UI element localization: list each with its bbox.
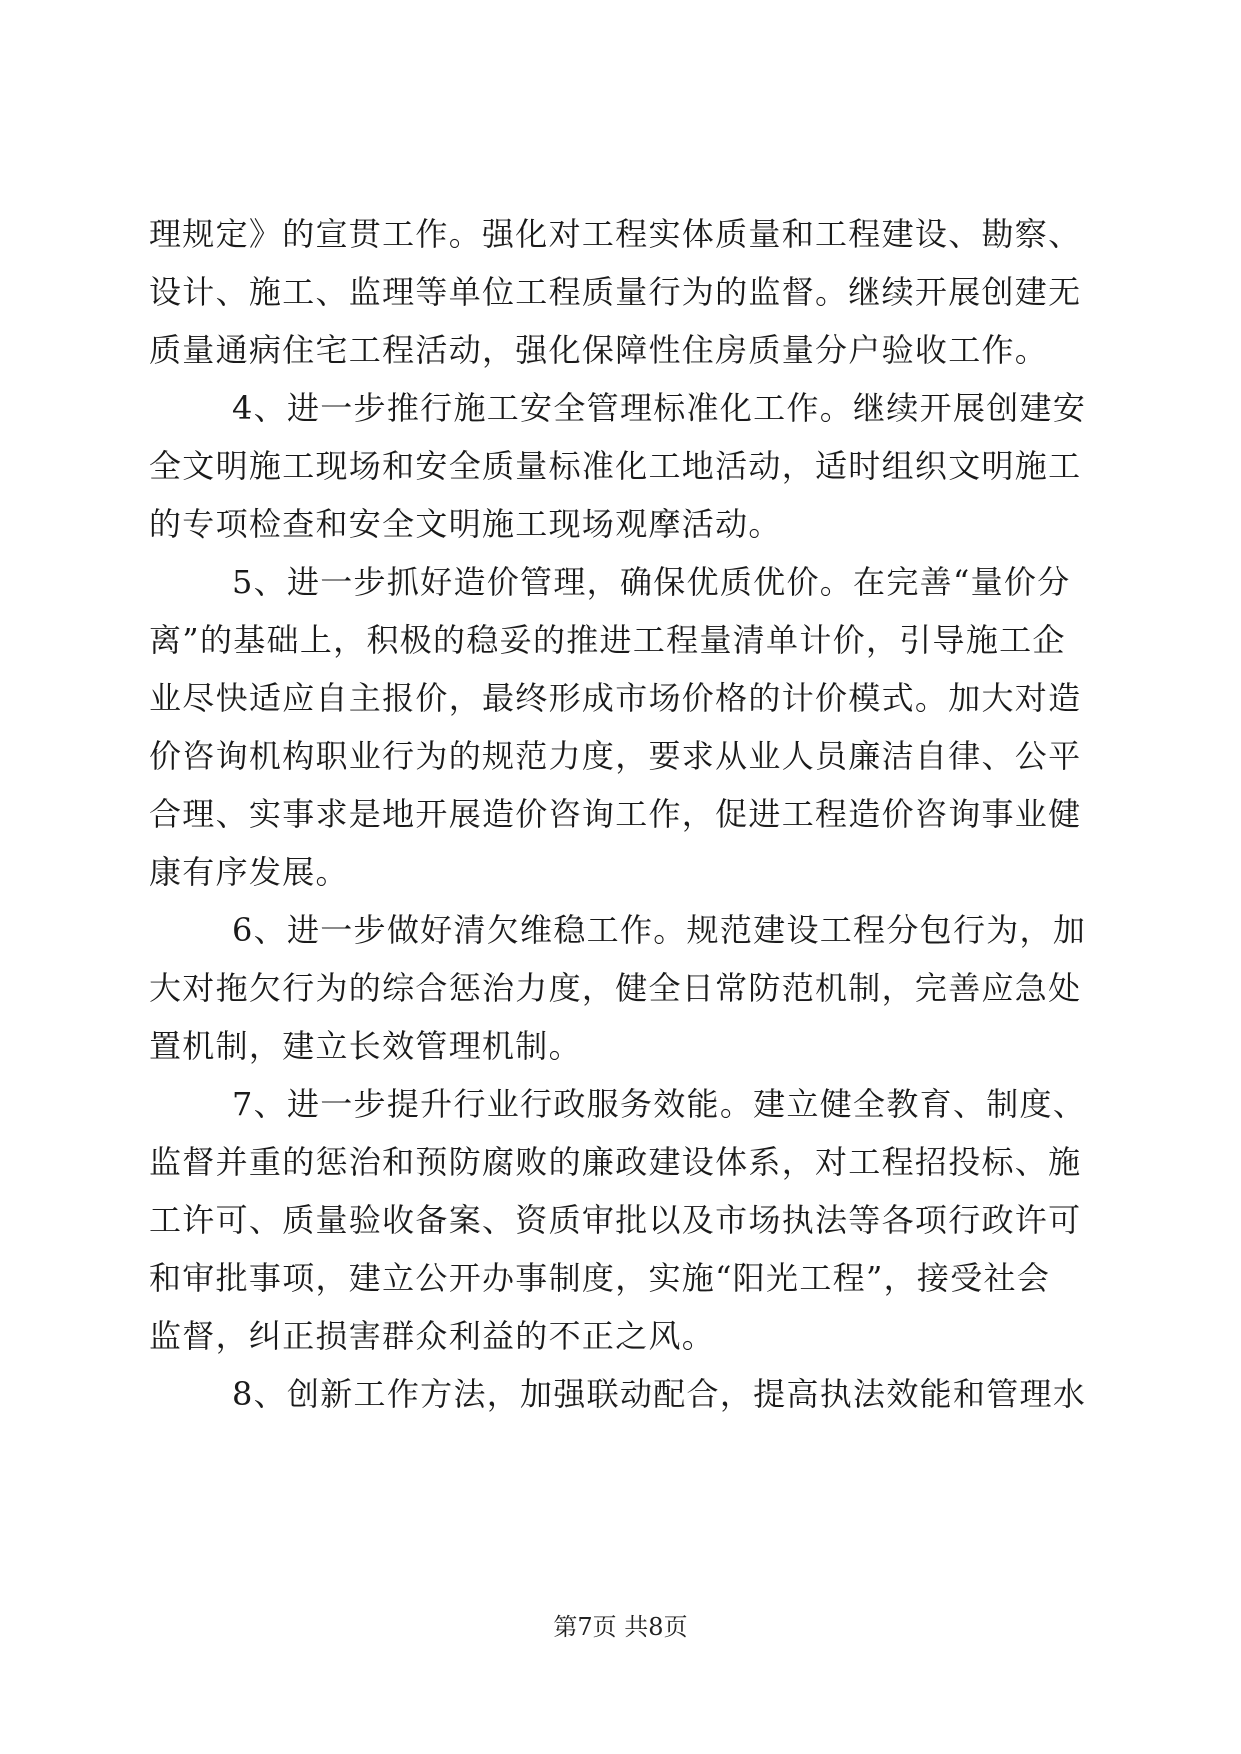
text-line: 质量通病住宅工程活动，强化保障性住房质量分户验收工作。 bbox=[149, 331, 1049, 369]
text-line: 和审批事项，建立公开办事制度，实施“阳光工程”，接受社会 bbox=[149, 1259, 1051, 1297]
text-line: 监督，纠正损害群众利益的不正之风。 bbox=[149, 1317, 716, 1355]
text-line: 5、进一步抓好造价管理，确保优质优价。在完善“量价分 bbox=[232, 563, 1071, 601]
text-line: 4、进一步推行施工安全管理标准化工作。继续开展创建安 bbox=[232, 389, 1087, 427]
text-line: 的专项检查和安全文明施工现场观摩活动。 bbox=[149, 505, 782, 543]
text-line: 合理、实事求是地开展造价咨询工作，促进工程造价咨询事业健 bbox=[149, 795, 1082, 833]
text-line: 离”的基础上，积极的稳妥的推进工程量清单计价，引导施工企 bbox=[149, 621, 1066, 659]
text-line: 业尽快适应自主报价，最终形成市场价格的计价模式。加大对造 bbox=[149, 679, 1082, 717]
text-line: 价咨询机构职业行为的规范力度，要求从业人员廉洁自律、公平 bbox=[149, 737, 1082, 775]
text-line: 大对拖欠行为的综合惩治力度，健全日常防范机制，完善应急处 bbox=[149, 969, 1082, 1007]
text-line: 7、进一步提升行业行政服务效能。建立健全教育、制度、 bbox=[232, 1085, 1087, 1123]
text-line: 置机制，建立长效管理机制。 bbox=[149, 1027, 582, 1065]
page-number-footer: 第7页 共8页 bbox=[553, 1613, 688, 1641]
text-line: 6、进一步做好清欠维稳工作。规范建设工程分包行为，加 bbox=[232, 911, 1087, 949]
text-line: 监督并重的惩治和预防腐败的廉政建设体系，对工程招投标、施 bbox=[149, 1143, 1082, 1181]
text-line: 全文明施工现场和安全质量标准化工地活动，适时组织文明施工 bbox=[149, 447, 1082, 485]
text-line: 8、创新工作方法，加强联动配合，提高执法效能和管理水 bbox=[232, 1375, 1087, 1413]
text-line: 设计、施工、监理等单位工程质量行为的监督。继续开展创建无 bbox=[149, 273, 1082, 311]
text-line: 康有序发展。 bbox=[149, 853, 349, 891]
text-line: 理规定》的宣贯工作。强化对工程实体质量和工程建设、勘察、 bbox=[149, 215, 1082, 253]
text-line: 工许可、质量验收备案、资质审批以及市场执法等各项行政许可 bbox=[149, 1201, 1082, 1239]
